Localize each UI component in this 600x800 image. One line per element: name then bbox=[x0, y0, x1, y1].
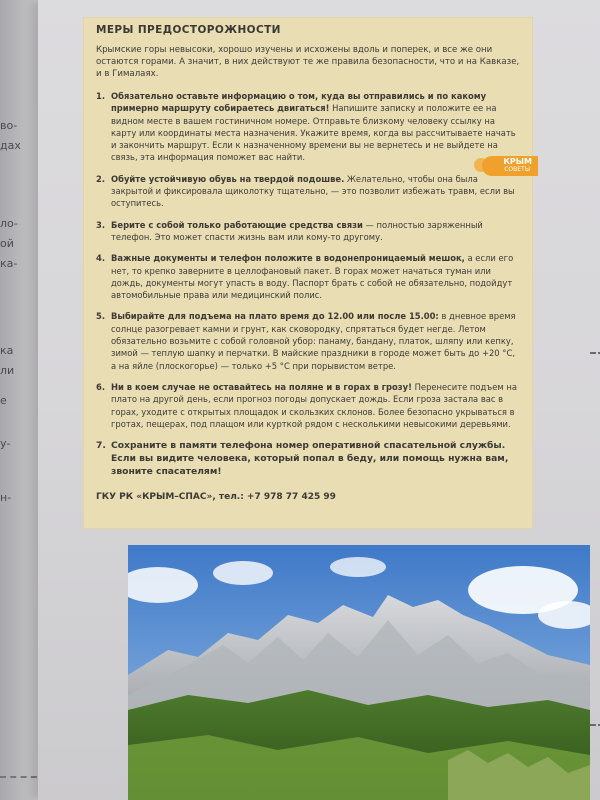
mountain-landscape-image bbox=[128, 545, 590, 800]
left-page-fragment: во- bbox=[0, 119, 18, 132]
rule-item bbox=[96, 90, 520, 164]
dashed-cut-line bbox=[590, 352, 600, 726]
rule-bold: Обуйте устойчивую обувь на твердой подошве. bbox=[111, 173, 345, 184]
rule-text: — полностью заряженный телефон. Это может спасти жизнь вам или кому-то другому. bbox=[111, 219, 483, 242]
previous-page-edge bbox=[0, 0, 40, 800]
rules-list bbox=[96, 90, 520, 478]
rule-number: 3. bbox=[96, 219, 106, 230]
rule-number: 7. bbox=[96, 440, 106, 452]
section-title: МЕРЫ ПРЕДОСТОРОЖНОСТИ bbox=[96, 24, 281, 36]
rule-item bbox=[96, 219, 520, 244]
rule-text: а если его нет, то крепко заверните в целлофановый пакет. В горах может начаться туман или дождь, документы могут упасть в воду. Паспорт брать с собой не обязательно, подойдут автомобильные права или медицинский полис. bbox=[111, 253, 514, 301]
left-page-fragment: ло- bbox=[0, 217, 18, 230]
rule-number: 1. bbox=[96, 91, 106, 101]
section-intro: Крымские горы невысоки, хорошо изучены и исхожены вдоль и поперек, и все же они остаются горами. А значит, в них действуют те же правила безопасности, что и на Кавказе, и в Гималаях. bbox=[96, 45, 520, 79]
rule-bold: Берите с собой только работающие средства связи bbox=[111, 219, 363, 230]
rule-bold: Ни в коем случае не оставайтесь на поляне и в горах в грозу! bbox=[111, 381, 412, 392]
rule-text: в дневное время солнце разогревает камни и грунт, как сковородку, спрятаться будет негде. Летом обязательно возьмите с собой головной убор: панаму, бандану, платок, шляпу или кепку, зимой — теплую шапку и перчатки. В майские праздники в городе может быть до +20 °С, а на яйле (плоскогорье) — только +5 °С при порывистом ветре. bbox=[111, 311, 516, 371]
rule-text: Перенесите подъем на плато на другой день, если прогноз погоды допускает дождь. Если гроза застала вас в горах, уходите с открытых площадок и скользких склонов. Более безопасно укрываться в гротах, пещерах, под плащом или курткой рядом с несколькими невысокими деревьями. bbox=[111, 381, 517, 429]
tab-sublabel: СОВЕТЫ bbox=[504, 166, 530, 173]
rule-number: 2. bbox=[96, 173, 106, 184]
magazine-page bbox=[38, 0, 600, 800]
rule-bold: Важные документы и телефон положите в водонепроницаемый мешок, bbox=[111, 253, 465, 264]
rule-item bbox=[96, 381, 520, 430]
rule-number: 5. bbox=[96, 311, 106, 322]
left-page-fragment: н- bbox=[0, 491, 12, 504]
rule-bold: Выбирайте для подъема на плато время до 12.00 или после 15.00: bbox=[111, 311, 439, 322]
left-page-fragment: ка bbox=[0, 344, 14, 357]
tab-label: КРЫМ bbox=[503, 157, 532, 166]
rule-text: Желательно, чтобы она была закрытой и фиксировала щиколотку тщательно, — это позволит избежать травм, если вы оступитесь. bbox=[111, 173, 515, 209]
mountain-photo bbox=[128, 545, 590, 800]
rule-text: Напишите записку и положите ее на видном месте в вашем гостиничном номере. Отправьте близкому человеку ссылку на карту или координаты места назначения. Укажите время, когда вы рассчитываете начать и закончить маршрут. Если к назначенному времени вы не вернетесь и не выйдете на связь, эта информация поможет вас найти. bbox=[111, 103, 516, 163]
section-tab bbox=[482, 156, 538, 176]
left-page-fragment: е bbox=[0, 394, 7, 407]
rule-item bbox=[96, 310, 520, 371]
rule-item bbox=[96, 173, 520, 210]
left-page-fragment: ли bbox=[0, 364, 15, 377]
rule-bold: Сохраните в памяти телефона номер оперативной спасательной службы. Если вы видите человека, который попал в беду, или помощь нужна вам, звоните спасателям! bbox=[111, 440, 509, 478]
rule-item bbox=[96, 439, 520, 478]
left-page-fragment: дах bbox=[0, 139, 21, 152]
rule-number: 6. bbox=[96, 381, 106, 392]
rule-bold: Обязательно оставьте информацию о том, куда вы отправились и по какому примерно маршруту собираетесь двигаться! bbox=[111, 91, 487, 114]
left-page-fragment: ой bbox=[0, 237, 14, 250]
rule-number: 4. bbox=[96, 253, 106, 264]
rescue-contact: ГКУ РК «КРЫМ–СПАС», тел.: +7 978 77 425 99 bbox=[96, 492, 336, 503]
precautions-box bbox=[84, 18, 532, 528]
left-page-fragment: у- bbox=[0, 437, 11, 450]
left-page-fragment: ка- bbox=[0, 257, 18, 270]
rule-item bbox=[96, 252, 520, 301]
